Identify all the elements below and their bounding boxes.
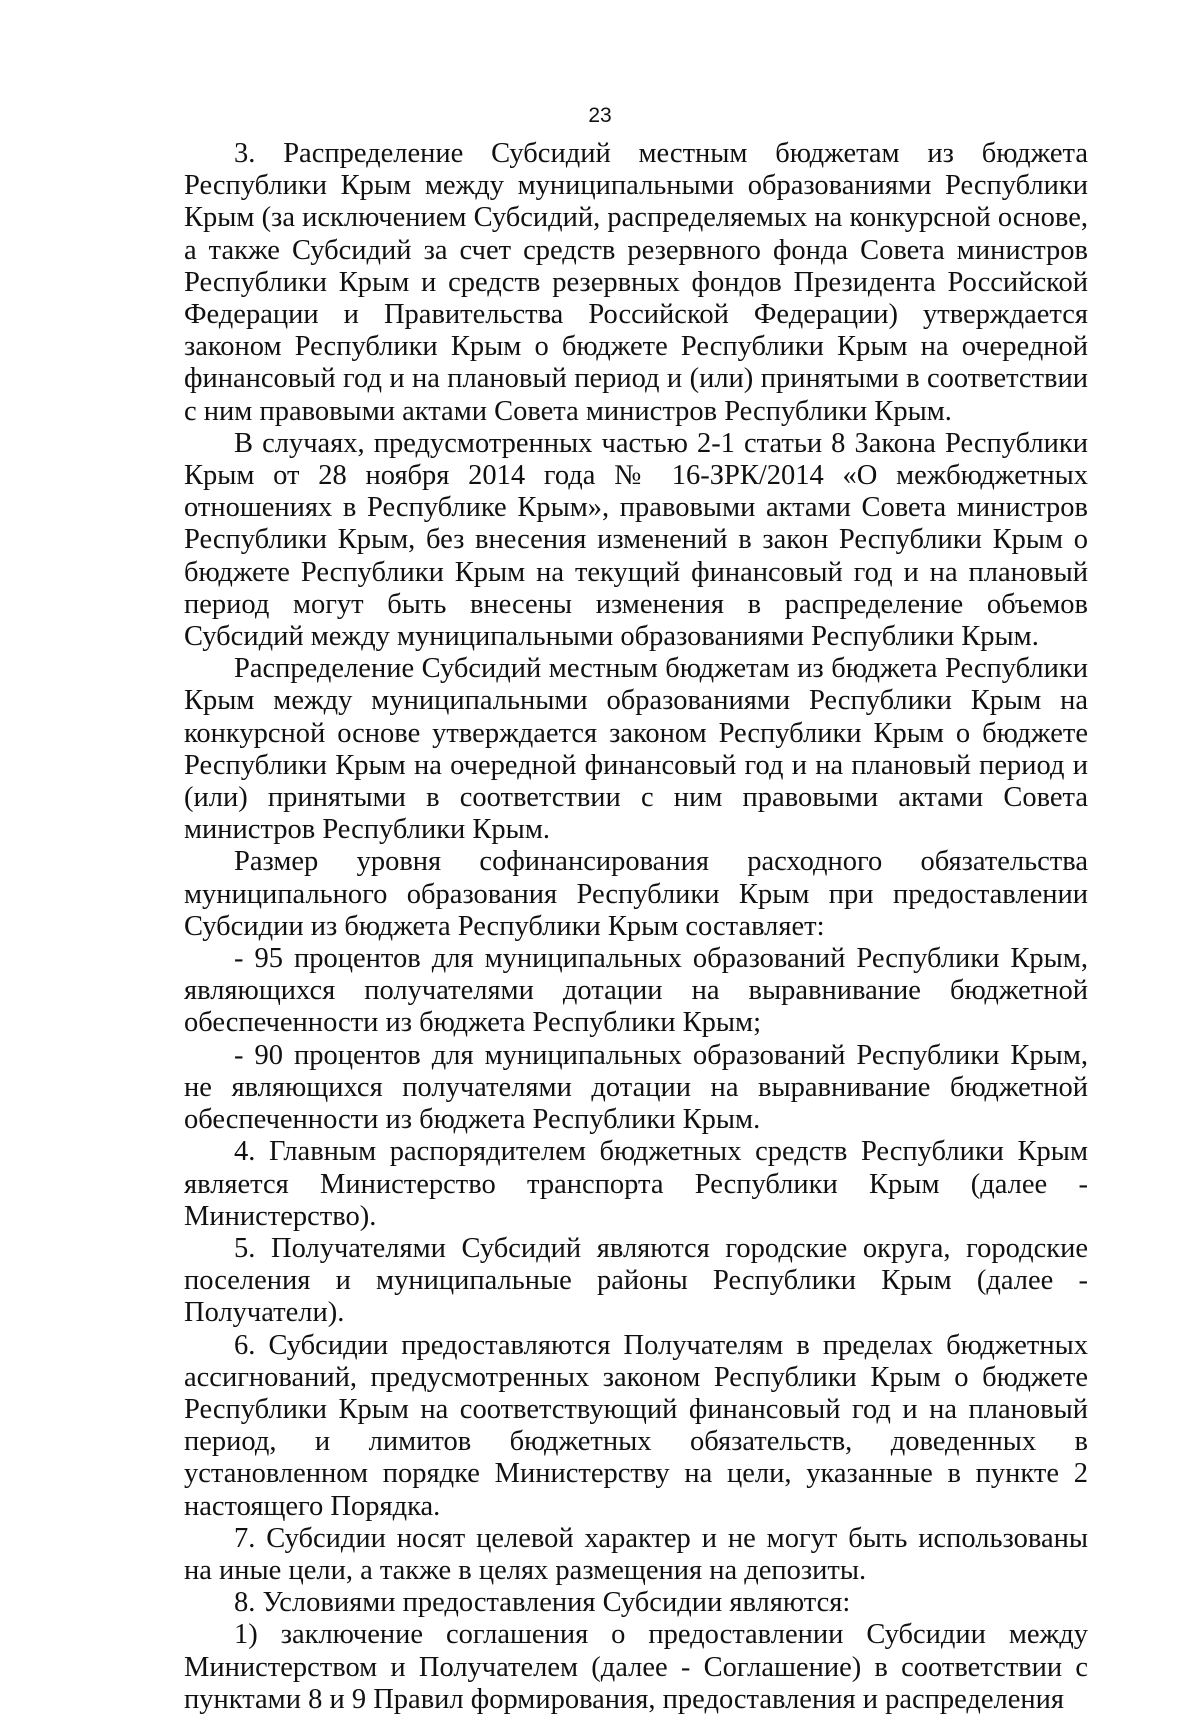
paragraph-8: 8. Условиями предоставления Субсидии являются: (234, 1587, 851, 1619)
paragraph-competitive-distribution: Распределение Субсидий местным бюджетам из бюджета Республики Крым между муниципальными образованиями Республики Крым на конкурсной основе утверждается законом Республики Крым о бюджете Республики Крым на очередной финансовый год и на плановый период и (или) принятыми в соответствии с ним правовыми актами Совета министров Республики Крым. (184, 653, 1088, 846)
paragraph-4: 4. Главным распорядителем бюджетных средств Республики Крым является Министерство транспорта Республики Крым (далее - Министерство). (184, 1136, 1088, 1232)
list-item-90-percent: - 90 процентов для муниципальных образований Республики Крым, не являющихся получателями дотации на выравнивание бюджетной обеспеченности из бюджета Республики Крым. (184, 1039, 1088, 1136)
paragraph-7: 7. Субсидии носят целевой характер и не могут быть использованы на иные цели, а также в целях размещения на депозиты. (184, 1522, 1088, 1586)
paragraph-cases: В случаях, предусмотренных частью 2-1 статьи 8 Закона Республики Крым от 28 ноября 2014 года № 16-ЗРК/2014 «О межбюджетных отношениях в Республике Крым», правовыми актами Совета министров Республики Крым, без внесения изменений в закон Республики Крым о бюджете Республики Крым на текущий финансовый год и на плановый период могут быть внесены изменения в распределение объемов Субсидий между муниципальными образованиями Республики Крым. (184, 427, 1088, 653)
paragraph-8-item-1: 1) заключение соглашения о предоставлении Субсидии между Министерством и Получателем (далее - Соглашение) в соответствии с пунктами 8 и 9 Правил формирования, предоставления и распределения (184, 1619, 1088, 1715)
paragraph-5: 5. Получателями Субсидий являются городские округа, городские поселения и муниципальные районы Республики Крым (далее - Получатели). (184, 1232, 1088, 1329)
paragraph-3: 3. Распределение Субсидий местным бюджетам из бюджета Республики Крым между муниципальными образованиями Республики Крым (за исключением Субсидий, распределяемых на конкурсной основе, а также Субсидий за счет средств резервного фонда Совета министров Республики Крым и средств резервных фондов Президента Российской Федерации и Правительства Российской Федерации) утверждается законом Республики Крым о бюджете Республики Крым на очередной финансовый год и на плановый период и (или) принятыми в соответствии с ним правовыми актами Совета министров Республики Крым. (184, 138, 1088, 427)
paragraph-cofinancing-level: Размер уровня софинансирования расходного обязательства муниципального образования Республики Крым при предоставлении Субсидии из бюджета Республики Крым составляет: (184, 846, 1088, 942)
paragraph-6: 6. Субсидии предоставляются Получателям в пределах бюджетных ассигнований, предусмотренных законом Республики Крым о бюджете Республики Крым на соответствующий финансовый год и на плановый период, и лимитов бюджетных обязательств, доведенных в установленном порядке Министерству на цели, указанные в пункте 2 настоящего Порядка. (184, 1329, 1088, 1522)
list-item-95-percent: - 95 процентов для муниципальных образований Республики Крым, являющихся получателями дотации на выравнивание бюджетной обеспеченности из бюджета Республики Крым; (184, 943, 1088, 1039)
document-body (184, 138, 1088, 1716)
page-number: 23 (588, 104, 612, 127)
